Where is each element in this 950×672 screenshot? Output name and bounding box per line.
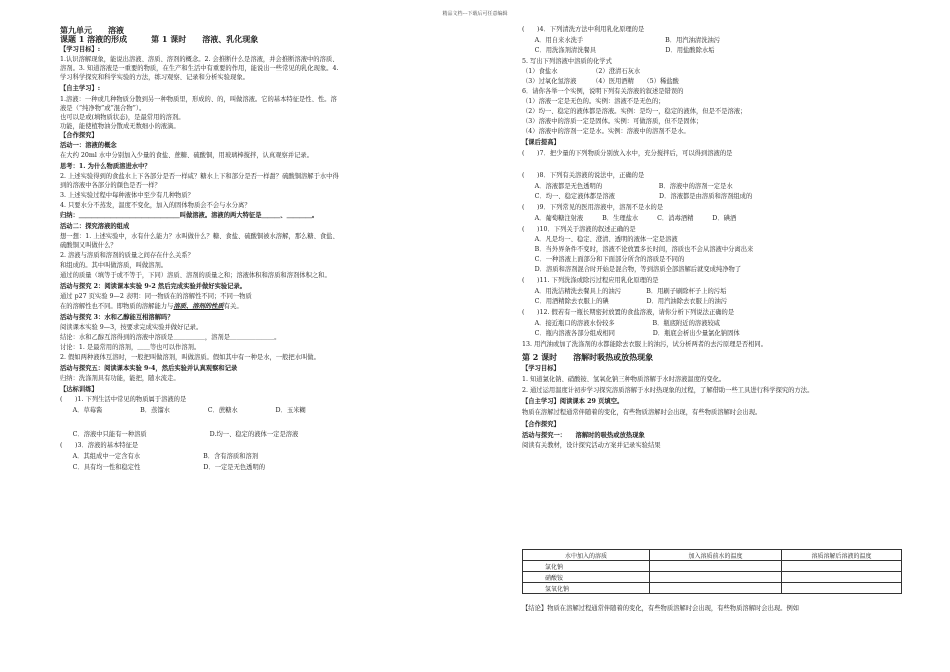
right-text-line: A．凡是均一、稳定、澄清、透明的液体一定是溶液 <box>522 236 678 243</box>
left-text-line: C．具有均一性和稳定性 D．一定是无色透明的 <box>60 464 266 471</box>
left-text-line: 活动与探究 3：水和乙醇能互相溶解吗？ <box>60 314 174 321</box>
table-cell <box>650 572 782 583</box>
right-text-line: 第 2 课时 溶解时吸热或放热现象 <box>522 352 654 362</box>
experiment-table <box>522 549 902 594</box>
right-text-line: （3）过氧化氢溶液 （4）医用酒精 （5）稀盐酸 <box>522 78 679 85</box>
right-text-line: D．溶质和溶剂混合时开始是混合物，等到溶质全部溶解后就变成纯净物了 <box>522 266 742 273</box>
right-text-line: （1）食盐水 （2）澄清石灰水 <box>522 68 641 75</box>
left-text-line: 1.溶液：一种或几种物质分散到另一种物质里，形成的、的，叫做溶液。它的基本特征是性、性。溶 <box>60 96 337 103</box>
table-header-cell: 水中加入的溶质 <box>523 550 650 561</box>
right-text-line: A．用自来水洗手 B．用汽油清洗油污 <box>522 37 721 44</box>
left-text-line: ( )3．溶液的基本特征是 <box>60 442 139 449</box>
table-cell <box>650 583 782 594</box>
right-text-line: A．葡萄糖注射液 B．生理盐水 C．消毒酒精 D．碘酒 <box>522 215 737 222</box>
right-text-line: 【课后提高】 <box>522 139 560 146</box>
left-text-line: 归纳：洗涤剂具有功能，能把，随水流走。 <box>60 375 180 382</box>
left-text-line: 液是（“纯净物”或“混合物”）。 <box>60 105 146 112</box>
page-header: 精品文档---下载后可任意编辑 <box>442 11 508 17</box>
left-text-line: 硫酸铜又叫做什么？ <box>60 242 117 249</box>
right-text-line: B．当外界条件不变时，溶液不论放置多长时间，溶质也不会从溶液中分离出来 <box>522 246 754 253</box>
left-text-line: 第九单元 溶液 <box>60 25 124 35</box>
table-cell: 硝酸铵 <box>523 572 650 583</box>
left-text-line: ( )1. 下列生活中常见的物质属于溶液的是 <box>60 396 187 403</box>
right-text-line: 阅读有关教材，设计探究活动方案并记录实验结果 <box>522 442 661 449</box>
right-text-line: ( )7．把少量的下列物质分别放入水中，充分搅拌后，可以得到溶液的是 <box>522 150 733 157</box>
right-text-line: （3）溶液中的溶质一定是固体。实例：可做溶质，但不是固体； <box>522 118 703 125</box>
left-text-line: A．草莓酱 B．蒸馏水 C．蔗糖水 D．玉米糊 <box>60 407 306 414</box>
left-text-line: 【达标训练】 <box>60 386 98 393</box>
table-cell <box>650 561 782 572</box>
table-row <box>523 572 902 583</box>
left-text-line: 通过的质量（填等于或不等于，下同）溶质、溶剂的质量之和；溶液体积和溶质和溶剂体积之和。 <box>60 272 331 279</box>
left-text-line: A．其组成中一定含有水 B．含有溶质和溶剂 <box>60 453 259 460</box>
right-text-line: 【合作探究】 <box>522 421 560 428</box>
left-text-line: 通过 p27 页实验 9—2 表明：同一物质在的溶解性不同；不同一物质 <box>60 293 252 300</box>
right-text-line: C．一种溶液上面部分和下面部分所含的溶质是不同的 <box>522 256 685 263</box>
left-text-line: 2. 上述实验得到的食盐水上下各部分是否一样咸？糖水上下和部分是否一样甜？硫酸铜溶解于水中得 <box>60 173 339 180</box>
right-text-line: 5. 写出下列溶液中溶质的化学式 <box>522 58 612 65</box>
left-text-line: 结论：水和乙醇互溶得到的溶液中溶质是＿＿＿＿＿，溶剂是＿＿＿＿＿＿＿。 <box>60 334 281 341</box>
left-text-line: 功能，能使植物油分散成无数细小的液滴。 <box>60 123 180 130</box>
left-text-line: 【自主学习】: <box>60 85 101 92</box>
right-text-line: 【结论】物质在溶解过程通常伴随着的变化，有些物质溶解时会出现，有些物质溶解时会出现。例如 <box>522 605 800 612</box>
left-text-line: 3. 上述实验过程中每种液体中至少有几种物质？ <box>60 192 194 199</box>
right-text-line: C．用酒精除去衣服上的碘 D．用汽油除去衣服上的油污 <box>522 298 728 305</box>
left-text-line: 活动二：探究溶液的组成 <box>60 223 130 230</box>
right-text-line: ( )9．下列常见的医用溶液中，溶剂不是水的是 <box>522 204 664 211</box>
left-text-line: 课题 1 溶液的形成 第 1 课时 溶液、乳化现象 <box>60 34 259 44</box>
table-cell <box>782 561 902 572</box>
right-text-line: 【学习目标】 <box>522 365 560 372</box>
right-text-line: （4）溶液中的溶剂一定是水。实例：溶液中的溶剂不是水。 <box>522 128 690 135</box>
right-text-line: A．用洗洁精洗去餐具上的油污 B．用刷子刷除杯子上的污垢 <box>522 288 727 295</box>
left-text-line: 溶剂。3. 知道溶液是一重要的物质，在生产和生活中有重要的作用，能说出一些常见的乳化现象。4. <box>60 65 339 72</box>
left-text-line: C．溶液中只能有一种溶质 D.均一、稳定的液体一定是溶液 <box>60 431 299 438</box>
right-text-line: ( )4．下列清洗方法中利用乳化原理的是 <box>522 26 645 33</box>
left-text-line: 2. 假如两种液体互溶时，一般把叫做溶剂，叫做溶质。假如其中有一种是水，一般把水叫做。 <box>60 354 320 361</box>
left-text-line: 在大约 20ml 水中分别加入少量的食盐、蔗糖、硫酸铜，用玻璃棒搅拌，认真观察并记录。 <box>60 152 313 159</box>
left-text-line: 讨论：1. 是最常用的溶剂，＿＿等也可以作溶剂。 <box>60 344 201 351</box>
right-text-line: C．瓶内溶液各部分组成相同 D．瓶底会析出少量氯化钠固体 <box>522 330 740 337</box>
left-text-line: 【学习目标】: <box>60 46 101 53</box>
right-text-line: 1. 知道氯化钠、硝酸铵、氢氧化钠三种物质溶解于水时溶液温度的变化。 <box>522 376 726 383</box>
right-text-line: 2. 通过运用温度计初步学习探究溶质溶解于水时热现象的过程，了解借助一些工具进行科学探究的方法。 <box>522 387 814 394</box>
left-text-line: 2. 溶液与溶质和溶剂的质量之间存在什么关系？ <box>60 252 194 259</box>
left-text-line: 到的溶液中各部分的颜色是否一样？ <box>60 182 161 189</box>
table-cell: 氯化钠 <box>523 561 650 572</box>
right-text-line: ( )10．下列关于溶液的叙述正确的是 <box>522 226 636 233</box>
table-header-cell: 溶质溶解后溶液的温度 <box>782 550 902 561</box>
right-text-line: （1）溶液一定是无色的。实例：溶液不是无色的； <box>522 98 665 105</box>
right-text-line: 13. 用汽油或加了洗涤剂的水都能除去衣服上的油污，试分析两者的去污原理是否相同。 <box>522 341 768 348</box>
right-text-line: 【自主学习】阅读课本 29 页填空。 <box>522 398 624 405</box>
right-text-line: A．溶液都是无色透明的 B．溶液中的溶剂一定是水 <box>522 183 733 190</box>
table-row <box>523 583 902 594</box>
table-header-row <box>523 550 902 561</box>
left-text-line: 和组成的。其中叫做溶质，叫做溶剂。 <box>60 262 168 269</box>
left-text-line: 活动与探究五：阅读课本实验 9-4，然后实验并认真观察和记录 <box>60 365 238 372</box>
table-row <box>523 561 902 572</box>
right-text-line: （2）均一、稳定的液体都是溶液。实例：是均一，稳定的液体，但是不是溶液； <box>522 108 747 115</box>
right-text-line: 物质在溶解过程通常伴随着的变化，有些物质溶解时会出现，有些物质溶解时会出现。 <box>522 409 762 416</box>
left-text-line: 也可以是或(填物质状态)，是最常用的溶剂。 <box>60 114 185 121</box>
table-cell: 氢氧化钠 <box>523 583 650 594</box>
right-text-line: 活动与探究一： 溶解时的吸热或放热现象 <box>522 432 645 439</box>
left-text-line: 活动一：溶液的概念 <box>60 142 117 149</box>
right-text-line: 6．请你各举一个实例，说明下列有关溶液的叙述是错误的 <box>522 88 684 95</box>
table-cell <box>782 572 902 583</box>
left-text-line: 1.认识溶解现象，能说出溶液、溶质、溶剂的概念。2. 会推断什么是溶液，并会推断溶液中的溶质、 <box>60 56 339 63</box>
left-text-line: 阅读课本实验 9—3，按要求完成实验并做好记录。 <box>60 324 203 331</box>
left-text-line: 学习科学探究和科学实验的方法，练习观察、记录和分析实验现象。 <box>60 74 249 81</box>
left-text-line: 归纳：＿＿＿＿＿＿＿＿＿＿＿＿＿＿＿＿叫做溶液。溶液的两大特征是＿＿＿、＿＿＿＿。 <box>60 212 319 219</box>
table-cell <box>782 583 902 594</box>
right-text-line: A．接近瓶口的溶液水份较多 B．瓶底附近的溶液较咸 <box>522 320 721 327</box>
right-text-line: ( )8．下列有关溶液的说法中，正确的是 <box>522 172 645 179</box>
right-text-line: C．均一、稳定液体都是溶液 D．溶液都是由溶质和溶剂组成的 <box>522 193 753 200</box>
left-text-line: 4. 只要水分不蒸发，温度不变化，加入的固体物质会不会与水分离？ <box>60 202 251 209</box>
left-text-line: 思考：1. 为什么物质溶进水中？ <box>60 163 151 170</box>
left-text-line: 【合作探究】 <box>60 132 98 139</box>
left-text-line: 在的溶解性也不同。即物质的溶解能力与溶质、溶剂的性质有关。 <box>60 303 243 310</box>
left-text-line: 想一想：1. 上述实验中，水有什么能力？水叫做什么？糖、食盐、硫酸铜被水溶解，那么糖、食盐、 <box>60 233 339 240</box>
right-text-line: C．用洗涤剂清洗餐具 D．用盐酸除水垢 <box>522 47 715 54</box>
left-text-line: 活动与探究 2：阅读课本实验 9-2 然后完成实验并做好实验记录。 <box>60 283 247 290</box>
table-header-cell: 加入溶质前水的温度 <box>650 550 782 561</box>
right-text-line: ( )12. 假若有一瓶长期密封放置的食盐溶液，请你分析下列说法正确的是 <box>522 309 735 316</box>
emphasis-text: 溶质、溶剂的性质 <box>173 303 224 310</box>
right-text-line: ( )11. 下列洗涤或除污过程应用乳化原理的是 <box>522 277 659 284</box>
